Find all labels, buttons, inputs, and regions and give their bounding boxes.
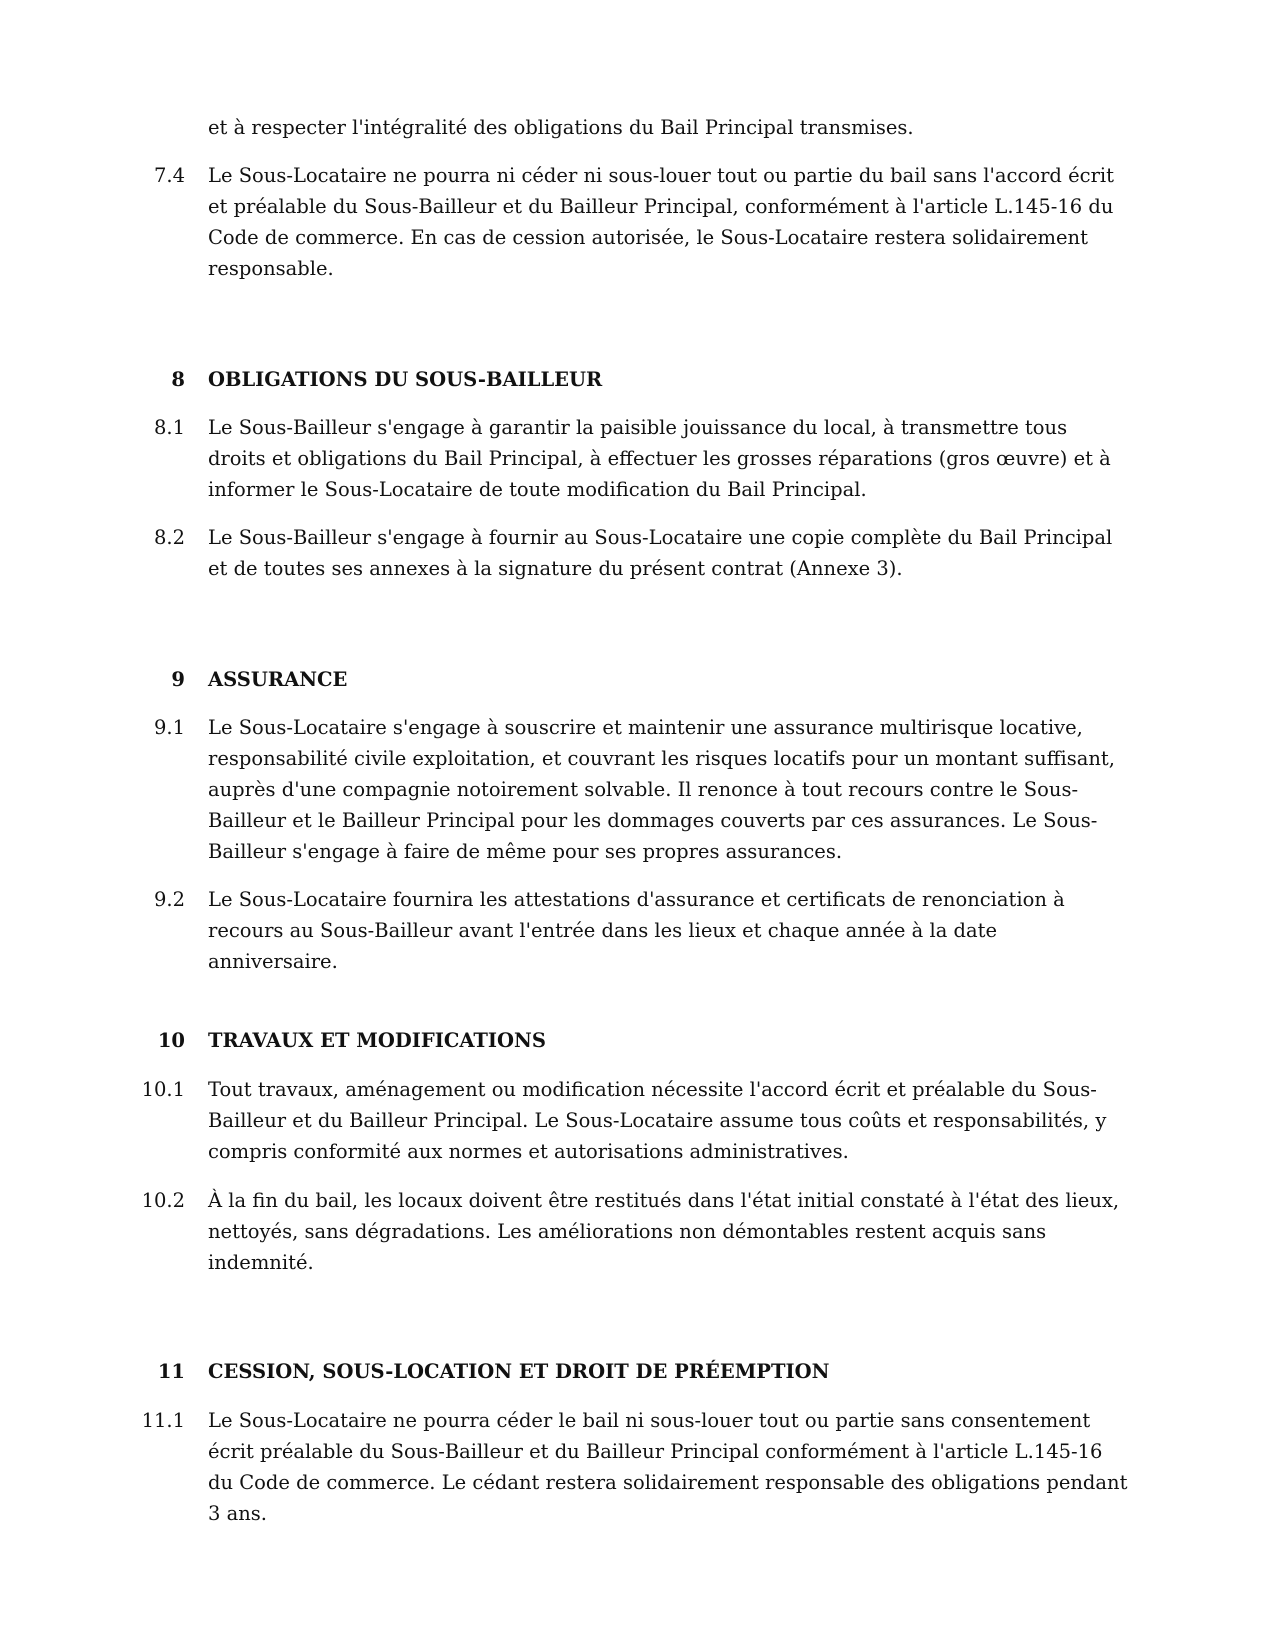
clause-text: Le Sous-Bailleur s'engage à garantir la paisible jouissance du local, à transmettre tous droits et obligations du Bail Principal, à effectuer les grosses réparations (gros œuvre) et à informer le Sous-Locataire de toute modification du Bail Principal. <box>208 416 1111 501</box>
clause-number: 10.2 <box>141 1189 185 1212</box>
clause-text: Le Sous-Bailleur s'engage à fournir au Sous-Locataire une copie complète du Bail Principal et de toutes ses annexes à la signature du présent contrat (Annexe 3). <box>208 526 1113 580</box>
clause-text: À la fin du bail, les locaux doivent être restitués dans l'état initial constaté à l'état des lieux, nettoyés, sans dégradations. Les améliorations non démontables restent acquis sans indemnité. <box>208 1189 1120 1274</box>
clause-text: Le Sous-Locataire fournira les attestations d'assurance et certificats de renonciation à recours au Sous-Bailleur avant l'entrée dans les lieux et chaque année à la date anniversaire. <box>208 888 1065 973</box>
section-number: 9 <box>171 668 185 691</box>
paragraph-text: et à respecter l'intégralité des obligations du Bail Principal transmises. <box>208 116 914 139</box>
section-number: 11 <box>157 1360 185 1383</box>
clause-number: 7.4 <box>153 164 185 187</box>
section-number: 10 <box>157 1029 185 1052</box>
clause-text: Le Sous-Locataire s'engage à souscrire et maintenir une assurance multirisque locative, responsabilité civile exploitation, et couvrant les risques locatifs pour un montant suffisant, auprès d'une compagnie notoirement solvable. Il renonce à tout recours contre le Sous-Bailleur et le Bailleur Principal pour les dommages couverts par ces assurances. Le Sous-Bailleur s'engage à faire de même pour ses propres assurances. <box>208 716 1115 863</box>
clause-number: 10.1 <box>141 1078 185 1101</box>
section-title: ASSURANCE <box>208 668 348 691</box>
clause-number: 8.1 <box>153 416 185 439</box>
clause-number: 9.2 <box>153 888 185 911</box>
clause-number: 11.1 <box>141 1409 185 1432</box>
clause-text: Le Sous-Locataire ne pourra ni céder ni sous-louer tout ou partie du bail sans l'accord écrit et préalable du Sous-Bailleur et du Bailleur Principal, conformément à l'article L.145-16 du Code de commerce. En cas de cession autorisée, le Sous-Locataire restera solidairement responsable. <box>208 164 1114 280</box>
clause-number: 9.1 <box>153 716 185 739</box>
clause-text: Le Sous-Locataire ne pourra céder le bail ni sous-louer tout ou partie sans consentement écrit préalable du Sous-Bailleur et du Bailleur Principal conformément à l'article L.145-16 du Code de commerce. Le cédant restera solidairement responsable des obligations pendant 3 ans. <box>208 1409 1128 1525</box>
section-title: TRAVAUX ET MODIFICATIONS <box>208 1029 546 1052</box>
clause-text: Tout travaux, aménagement ou modification nécessite l'accord écrit et préalable du Sous-Bailleur et du Bailleur Principal. Le Sous-Locataire assume tous coûts et responsabilités, y compris conformité aux normes et autorisations administratives. <box>208 1078 1107 1163</box>
section-number: 8 <box>171 368 185 391</box>
section-title: CESSION, SOUS-LOCATION ET DROIT DE PRÉEMPTION <box>208 1360 830 1383</box>
clause-number: 8.2 <box>153 526 185 549</box>
section-title: OBLIGATIONS DU SOUS-BAILLEUR <box>208 368 603 391</box>
